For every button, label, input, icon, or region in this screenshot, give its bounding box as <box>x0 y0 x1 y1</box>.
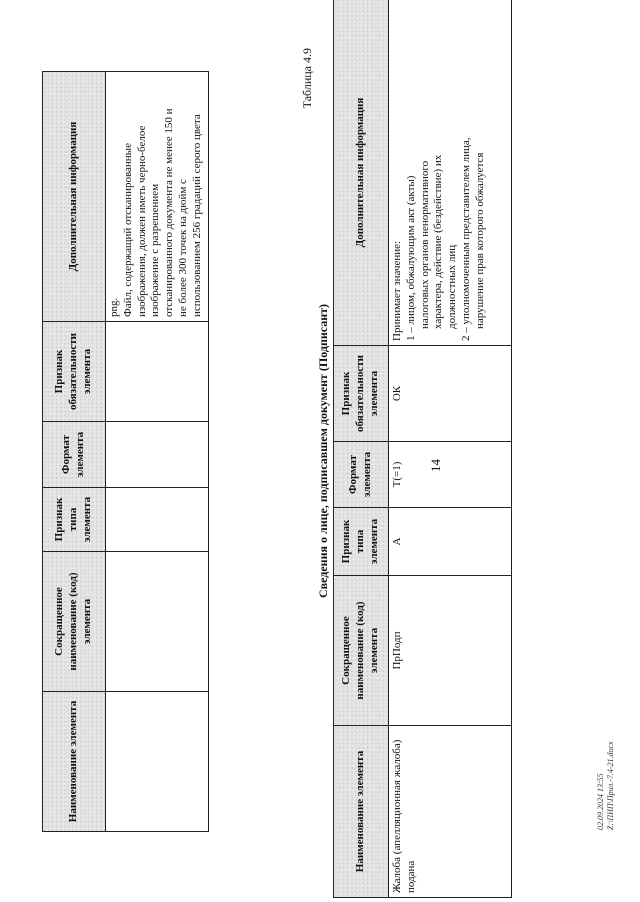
header-element-name: Наименование элемента <box>43 692 106 832</box>
table-row <box>389 0 512 898</box>
header-element-type: Признак типа элемента <box>334 508 389 576</box>
info-intro: Принимает значение: <box>391 240 403 341</box>
info-option-1-cont: налоговых органов ненормативного <box>418 160 431 329</box>
info-line: изображение с разрешением <box>149 183 162 317</box>
table-header-row <box>334 0 389 898</box>
info-line: не более 300 точек на дюйм с <box>176 179 189 317</box>
header-additional-info: Дополнительная информация <box>43 72 106 322</box>
info-line: png. <box>108 297 120 317</box>
cell-name <box>106 692 209 832</box>
info-line: использованием 256 градаций серого цвета <box>190 114 203 317</box>
table-signer <box>333 0 512 898</box>
header-element-format: Формат элемента <box>334 442 389 508</box>
cell-name-line: подана <box>404 860 417 893</box>
info-option-2: 2 – уполномоченным представителем лица, <box>459 137 472 341</box>
header-element-format: Формат элемента <box>43 422 106 488</box>
page-number: 14 <box>428 459 443 472</box>
info-option-1: 1 – лицом, обжалующим акт (акты) <box>404 175 417 341</box>
footer-path: Z:\ПИП\Прил.-7.4-21.docx <box>605 741 615 830</box>
table-continuation <box>42 71 209 832</box>
cell-type <box>106 488 209 552</box>
info-option-1-cont: должностных лиц <box>446 244 458 329</box>
info-option-2-cont: нарушение прав которого обжалуется <box>473 152 486 329</box>
cell-required: ОК <box>389 346 512 442</box>
footer-date: 02.09.2024 13:55 <box>596 773 605 830</box>
cell-additional-info <box>106 72 209 322</box>
header-element-code: Сокращенное наименование (код) элемента <box>334 576 389 726</box>
table-header-row <box>43 72 106 832</box>
info-line: Файл, содержащий отсканированные <box>121 143 134 317</box>
cell-code <box>106 552 209 692</box>
info-line: изображения, должен иметь черно-белое <box>135 125 148 317</box>
header-element-code: Сокращенное наименование (код) элемента <box>43 552 106 692</box>
header-additional-info: Дополнительная информация <box>334 0 389 346</box>
info-line: отсканированного документа не менее 150 и <box>163 108 175 317</box>
document-footer <box>596 741 615 830</box>
cell-name-line: Жалоба (апелляционная жалоба) <box>391 739 403 893</box>
cell-format <box>106 422 209 488</box>
info-option-1-cont: характера, действие (бездействие) их <box>432 154 445 329</box>
cell-required <box>106 322 209 422</box>
table-row <box>106 72 209 832</box>
header-element-required: Признак обязательности элемента <box>334 346 389 442</box>
cell-type: А <box>389 508 512 576</box>
table-title: Сведения о лице, подписавшем документ (Подписант) <box>316 303 330 599</box>
table-label: Таблица 4.9 <box>300 48 314 109</box>
header-element-type: Признак типа элемента <box>43 488 106 552</box>
header-element-required: Признак обязательности элемента <box>43 322 106 422</box>
header-element-name: Наименование элемента <box>334 726 389 898</box>
cell-additional-info <box>389 0 512 346</box>
cell-code: ПрПодп <box>389 576 512 726</box>
cell-format: T(=1) <box>389 442 512 508</box>
cell-name <box>389 726 512 898</box>
